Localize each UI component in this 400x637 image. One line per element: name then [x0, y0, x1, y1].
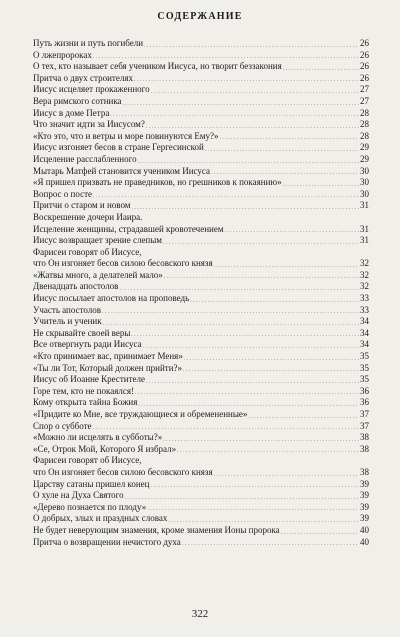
- toc-entry: [33, 502, 369, 514]
- toc-leader-dots: [214, 259, 359, 268]
- toc-entry: [33, 119, 369, 131]
- toc-entry: [33, 305, 369, 317]
- toc-entry: [33, 351, 369, 363]
- toc-leader-dots: [146, 375, 359, 384]
- toc-entry-page: 30: [360, 177, 369, 188]
- toc-entry-title: «Се, Отрок Мой, Которого Я избрал»: [33, 443, 177, 454]
- toc-entry: [33, 490, 369, 502]
- toc-entry-page: 39: [360, 501, 369, 512]
- toc-leader-dots: [102, 305, 359, 314]
- toc-entry-page: 29: [360, 142, 369, 153]
- toc-entry-title: Иисус посылает апостолов на проповедь: [33, 293, 190, 304]
- toc-entry-title: Горе тем, кто не покаялся!: [33, 385, 134, 396]
- toc-entry-page: 31: [360, 200, 369, 211]
- toc-entry-title: Путь жизни и путь погибели: [33, 38, 144, 48]
- toc-entry-title: Не будет неверующим знамения, кроме знамения Ионы пророка: [33, 524, 280, 535]
- toc-entry-title: «Кто принимает вас, принимает Меня»: [33, 351, 183, 362]
- toc-leader-dots: [93, 50, 359, 59]
- toc-leader-dots: [125, 491, 359, 500]
- toc-leader-dots: [281, 526, 359, 535]
- toc-entry: [33, 397, 369, 409]
- toc-entry-title: Притча о возвращении нечистого духа: [33, 536, 181, 547]
- toc-entry-page: 30: [360, 165, 369, 176]
- toc-entry: [33, 479, 369, 491]
- toc-entry-page: 26: [360, 38, 369, 48]
- toc-entry: [33, 177, 369, 189]
- toc-entry-page: 34: [360, 339, 369, 350]
- toc-entry-page: 34: [360, 327, 369, 338]
- toc-entry: [33, 270, 369, 282]
- toc-entry: [33, 281, 369, 293]
- toc-entry: [33, 513, 369, 525]
- toc-leader-dots: [103, 317, 359, 326]
- toc-entry: [33, 293, 369, 305]
- toc-leader-dots: [164, 270, 359, 279]
- toc-entry-title: Иисус изгоняет бесов в стране Гергесинской: [33, 142, 204, 153]
- toc-entry: [33, 421, 369, 433]
- toc-leader-dots: [110, 108, 359, 117]
- toc-entry: [33, 444, 369, 456]
- toc-leader-dots: [147, 502, 359, 511]
- toc-entry-title: Вера римского сотника: [33, 95, 122, 106]
- toc-leader-dots: [211, 166, 359, 175]
- page-number: 322: [191, 608, 209, 620]
- toc-leader-dots: [134, 73, 359, 82]
- toc-entry-page: 33: [360, 304, 369, 315]
- toc-leader-dots: [205, 143, 359, 152]
- toc-entry-title: Учитель и ученик: [33, 316, 102, 327]
- toc-entry: [33, 131, 369, 143]
- toc-entry-title: «Я пришел призвать не праведников, но грешников к покаянию»: [33, 177, 282, 188]
- toc-leader-dots: [132, 201, 360, 210]
- toc-entry: [33, 328, 369, 340]
- toc-entry: [33, 409, 369, 421]
- toc-entry-page: 32: [360, 258, 369, 269]
- toc-entry-page: 37: [360, 409, 369, 419]
- toc-entry-page: 29: [360, 153, 369, 164]
- toc-entry-page: 33: [360, 293, 369, 304]
- toc-entry-title: «Придите ко Мне, все труждающиеся и обремененные»: [33, 409, 248, 419]
- toc-entry-title: «Можно ли исцелять в субботы?»: [33, 432, 163, 443]
- toc-leader-dots: [177, 444, 359, 453]
- toc-entry: [33, 166, 369, 178]
- toc-entry: [33, 374, 369, 386]
- toc-leader-dots: [283, 178, 359, 187]
- toc-leader-dots: [214, 468, 359, 477]
- toc-leader-dots: [182, 537, 359, 546]
- toc-entry-title: Участь апостолов: [33, 304, 102, 315]
- toc-entry-title: Не скрывайте своей веры: [33, 327, 131, 338]
- toc-entry: [33, 38, 369, 50]
- toc-entry-title: Фарисеи говорят об Иисусе, что Он изгоняет бесов силою бесовского князя: [33, 246, 213, 269]
- toc-entry-title: Двенадцать апостолов: [33, 281, 119, 292]
- toc-entry-page: 28: [360, 119, 369, 130]
- toc-entry-page: 35: [360, 351, 369, 362]
- toc-entry-title: Притчи о старом и новом: [33, 200, 131, 211]
- toc-entry-page: 27: [360, 84, 369, 95]
- toc-leader-dots: [248, 410, 359, 419]
- toc-entry-page: 35: [360, 374, 369, 385]
- toc-entry-page: 26: [360, 72, 369, 83]
- toc-entry-title: Что значит идти за Иисусом?: [33, 119, 145, 130]
- toc-leader-dots: [150, 479, 359, 488]
- toc-entry-title: Царству сатаны пришел конец: [33, 478, 150, 489]
- toc-entry: [33, 363, 369, 375]
- toc-entry-title: Притча о двух строителях: [33, 72, 133, 83]
- toc-entry: [33, 108, 369, 120]
- toc-entry-page: 37: [360, 420, 369, 431]
- toc-entry-page: 36: [360, 385, 369, 396]
- toc-leader-dots: [138, 398, 359, 407]
- toc-entry: [33, 61, 369, 73]
- toc-entry: [33, 455, 369, 478]
- toc-entry-title: «Жатвы много, а делателей мало»: [33, 269, 163, 280]
- toc-entry-title: О лжепророках: [33, 49, 92, 60]
- toc-leader-dots: [168, 514, 359, 523]
- toc-entry-title: Все отвергнуть ради Иисуса: [33, 339, 142, 350]
- toc-leader-dots: [163, 236, 359, 245]
- toc-entry: [33, 84, 369, 96]
- toc-entry-page: 31: [360, 235, 369, 246]
- toc-entry-title: «Ты ли Тот, Который должен прийти?»: [33, 362, 183, 373]
- toc-entry-title: «Дерево познается по плоду»: [33, 501, 147, 512]
- toc-leader-dots: [184, 352, 359, 361]
- toc-entry-page: 28: [360, 107, 369, 118]
- table-of-contents: [33, 38, 369, 548]
- page-title: СОДЕРЖАНИЕ: [157, 11, 243, 22]
- toc-entry-title: Иисус в доме Петра: [33, 107, 110, 118]
- toc-entry: [33, 50, 369, 62]
- toc-entry-page: 38: [360, 432, 369, 443]
- toc-entry: [33, 316, 369, 328]
- toc-entry: [33, 212, 369, 235]
- toc-leader-dots: [131, 328, 359, 337]
- toc-entry-title: Фарисеи говорят об Иисусе, что Он изгоняет бесов силою бесовского князя: [33, 455, 213, 477]
- toc-entry: [33, 432, 369, 444]
- toc-entry-page: 35: [360, 362, 369, 373]
- toc-entry-page: 40: [360, 536, 369, 547]
- toc-entry-title: Спор о субботе: [33, 420, 92, 431]
- toc-entry-page: 26: [360, 49, 369, 60]
- toc-entry-page: 36: [360, 397, 369, 408]
- toc-leader-dots: [190, 294, 359, 303]
- toc-entry-page: 38: [360, 443, 369, 454]
- toc-entry: [33, 189, 369, 201]
- toc-leader-dots: [143, 340, 359, 349]
- toc-leader-dots: [163, 433, 359, 442]
- toc-entry-title: О добрых, злых и праздных словах: [33, 513, 168, 524]
- toc-leader-dots: [146, 120, 359, 129]
- toc-entry-page: 32: [360, 281, 369, 292]
- toc-entry: [33, 73, 369, 85]
- toc-entry-title: Вопрос о посте: [33, 188, 93, 199]
- toc-entry-page: 39: [360, 490, 369, 501]
- toc-entry: [33, 339, 369, 351]
- toc-entry-page: 39: [360, 478, 369, 489]
- toc-entry-page: 28: [360, 130, 369, 141]
- toc-leader-dots: [220, 131, 359, 140]
- toc-entry: [33, 96, 369, 108]
- toc-entry-title: Иисус об Иоанне Крестителе: [33, 374, 146, 385]
- toc-entry: [33, 235, 369, 247]
- toc-entry-page: 32: [360, 269, 369, 280]
- toc-entry-title: О тех, кто называет себя учеником Иисуса, но творит беззакония: [33, 61, 282, 72]
- toc-entry-page: 39: [360, 513, 369, 524]
- toc-leader-dots: [144, 39, 359, 48]
- toc-leader-dots: [119, 282, 359, 291]
- toc-entry-title: Мытарь Матфей становится учеником Иисуса: [33, 165, 211, 176]
- toc-entry: [33, 525, 369, 537]
- toc-entry-title: «Кто это, что и ветры и море повинуются Ему?»: [33, 130, 219, 141]
- toc-entry: [33, 386, 369, 398]
- toc-entry-page: 27: [360, 95, 369, 106]
- toc-leader-dots: [151, 85, 359, 94]
- toc-entry: [33, 200, 369, 212]
- toc-entry-page: 34: [360, 316, 369, 327]
- toc-entry-page: 38: [360, 466, 369, 477]
- toc-entry: [33, 142, 369, 154]
- toc-entry-title: Кому открыта тайна Божия: [33, 397, 138, 408]
- toc-entry-title: Иисус исцеляет прокаженного: [33, 84, 150, 95]
- toc-leader-dots: [225, 224, 359, 233]
- toc-entry-page: 26: [360, 61, 369, 72]
- toc-leader-dots: [123, 97, 359, 106]
- toc-leader-dots: [283, 62, 359, 71]
- toc-leader-dots: [93, 189, 359, 198]
- toc-entry-title: Иисус возвращает зрение слепым: [33, 235, 162, 246]
- toc-entry-title: Воскрешение дочери Иаира. Исцеление женщины, страдавшей кровотечением: [33, 211, 224, 234]
- toc-entry: [33, 154, 369, 166]
- toc-leader-dots: [183, 363, 359, 372]
- toc-entry-page: 40: [360, 524, 369, 535]
- toc-entry-page: 30: [360, 188, 369, 199]
- toc-entry-title: Исцеление расслабленного: [33, 153, 137, 164]
- toc-entry-title: О хуле на Духа Святого: [33, 490, 124, 501]
- toc-entry-page: 31: [360, 223, 369, 234]
- toc-leader-dots: [138, 155, 359, 164]
- toc-leader-dots: [135, 386, 359, 395]
- toc-leader-dots: [93, 421, 359, 430]
- toc-entry: [33, 247, 369, 270]
- toc-entry: [33, 537, 369, 549]
